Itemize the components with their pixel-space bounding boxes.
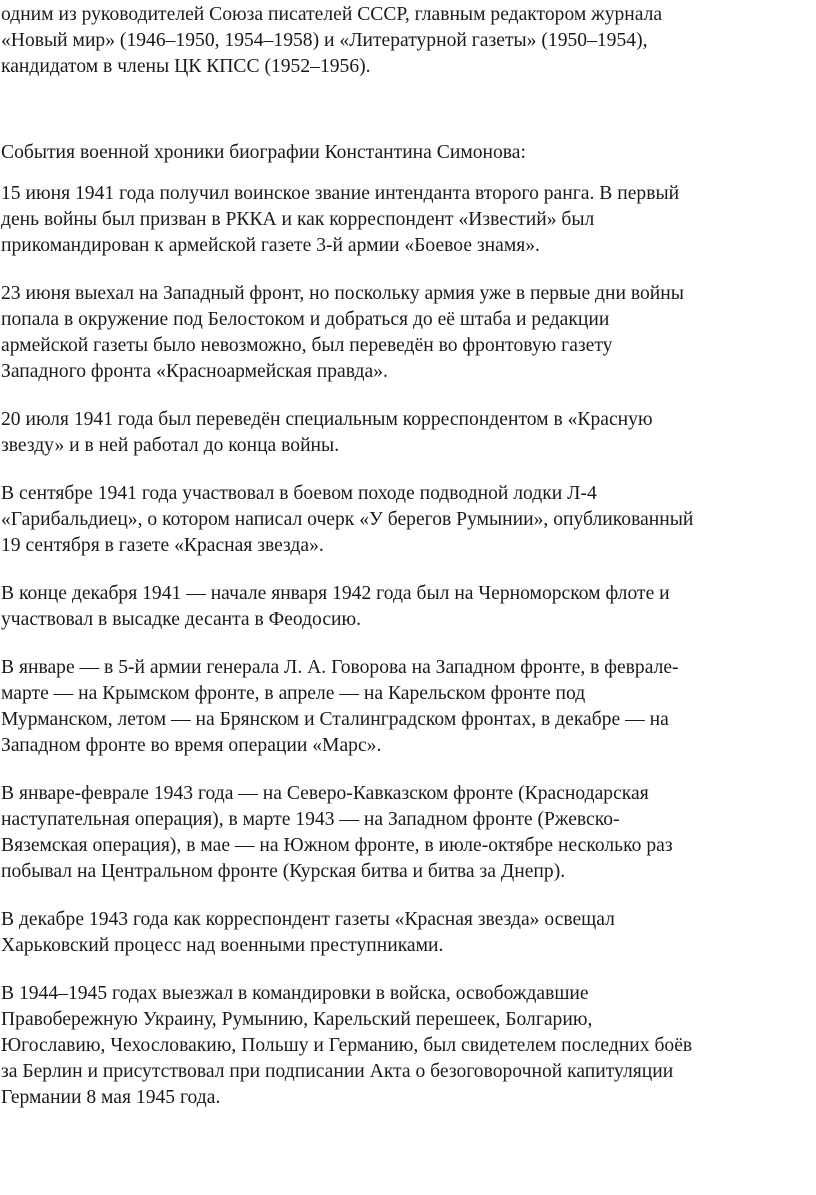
heading-text: События военной хроники биографии Константина Симонова: xyxy=(1,142,526,163)
intro-paragraph xyxy=(1,2,816,80)
text-line: В конце декабря 1941 — начале января 1942 года был на Черноморском флоте и xyxy=(1,583,670,604)
chronicle-paragraph-1942-fronts xyxy=(1,655,816,759)
text-line: Вяземская операция), в мае — на Южном фронте, в июле-октябре несколько раз xyxy=(1,835,673,856)
text-line: В декабре 1943 года как корреспондент газеты «Красная звезда» освещал xyxy=(1,909,615,930)
text-line: В сентябре 1941 года участвовал в боевом походе подводной лодки Л-4 xyxy=(1,483,597,504)
text-line: прикомандирован к армейской газете 3-й армии «Боевое знамя». xyxy=(1,235,540,256)
chronicle-paragraph-1943-fronts xyxy=(1,781,816,885)
chronicle-paragraph-kharkov-trial xyxy=(1,907,816,959)
text-line: участвовал в высадке десанта в Феодосию. xyxy=(1,609,362,630)
text-line: 20 июля 1941 года был переведён специальным корреспондентом в «Красную xyxy=(1,409,653,430)
chronicle-paragraph-red-star xyxy=(1,407,816,459)
text-line: В январе — в 5-й армии генерала Л. А. Говорова на Западном фронте, в феврале- xyxy=(1,657,679,678)
text-line: попала в окружение под Белостоком и добраться до её штаба и редакции xyxy=(1,309,610,330)
text-line: одним из руководителей Союза писателей СССР, главным редактором журнала xyxy=(1,4,663,25)
chronicle-paragraph-1944-1945 xyxy=(1,981,816,1111)
chronicle-paragraph-black-sea xyxy=(1,581,816,633)
chronicle-paragraph-1941-june xyxy=(1,181,816,259)
text-line: звезду» и в ней работал до конца войны. xyxy=(1,435,340,456)
text-line: марте — на Крымском фронте, в апреле — на Карельском фронте под xyxy=(1,683,586,704)
text-line: побывал на Центральном фронте (Курская битва и битва за Днепр). xyxy=(1,861,566,882)
chronicle-paragraph-submarine xyxy=(1,481,816,559)
text-line: Германии 8 мая 1945 года. xyxy=(1,1087,221,1108)
text-line: В 1944–1945 годах выезжал в командировки в войска, освобождавшие xyxy=(1,983,589,1004)
text-line: Западного фронта «Красноармейская правда». xyxy=(1,361,388,382)
chronicle-paragraph-western-front xyxy=(1,281,816,385)
text-line: за Берлин и присутствовал при подписании Акта о безоговорочной капитуляции xyxy=(1,1061,674,1082)
text-line: «Гарибальдиец», о котором написал очерк «У берегов Румынии», опубликованный xyxy=(1,509,694,530)
text-line: 23 июня выехал на Западный фронт, но поскольку армия уже в первые дни войны xyxy=(1,283,684,304)
text-line: наступательная операция), в марте 1943 — на Западном фронте (Ржевско- xyxy=(1,809,620,830)
text-line: В январе-феврале 1943 года — на Северо-Кавказском фронте (Краснодарская xyxy=(1,783,649,804)
text-line: Мурманском, летом — на Брянском и Сталинградском фронтах, в декабре — на xyxy=(1,709,669,730)
text-line: Харьковский процесс над военными преступниками. xyxy=(1,935,444,956)
text-line: 19 сентября в газете «Красная звезда». xyxy=(1,535,324,556)
text-line: 15 июня 1941 года получил воинское звание интенданта второго ранга. В первый xyxy=(1,183,680,204)
text-line: «Новый мир» (1946–1950, 1954–1958) и «Литературной газеты» (1950–1954), xyxy=(1,30,648,51)
text-line: Правобережную Украину, Румынию, Карельский перешеек, Болгарию, xyxy=(1,1009,593,1030)
text-line: день войны был призван в РККА и как корреспондент «Известий» был xyxy=(1,209,595,230)
text-line: Западном фронте во время операции «Марс». xyxy=(1,735,382,756)
text-line: армейской газеты было невозможно, был переведён во фронтовую газету xyxy=(1,335,613,356)
text-line: Югославию, Чехословакию, Польшу и Германию, был свидетелем последних боёв xyxy=(1,1035,693,1056)
text-line: кандидатом в члены ЦК КПСС (1952–1956). xyxy=(1,56,371,77)
section-heading xyxy=(1,140,816,166)
